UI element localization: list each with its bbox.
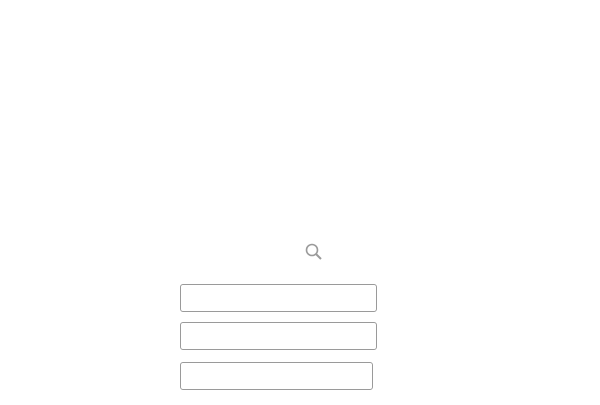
piece-3-interval-input[interactable]: [180, 362, 373, 390]
magnifier-icon[interactable]: [307, 245, 322, 260]
piece-1-interval-input[interactable]: [180, 284, 377, 312]
piece-2-interval-input[interactable]: [180, 322, 377, 350]
